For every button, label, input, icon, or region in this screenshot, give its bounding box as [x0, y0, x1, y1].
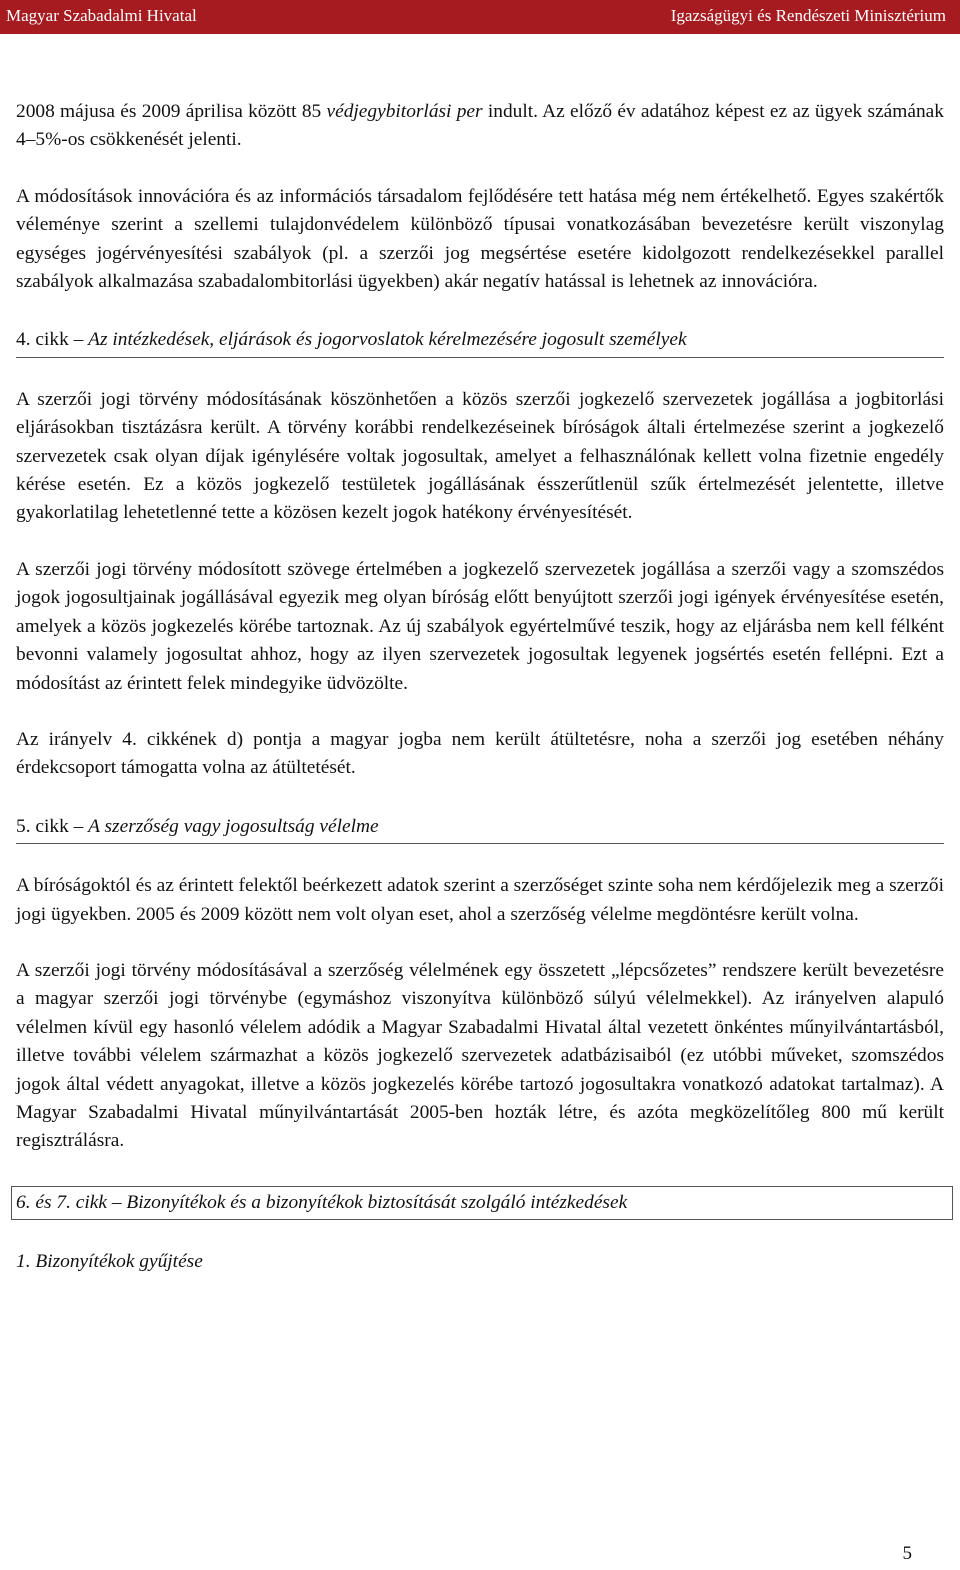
document-body: [16, 98, 944, 1277]
paragraph-4: A szerzői jogi törvény módosított szövege értelmében a jogkezelő szervezetek jogállása a szerzői vagy a szomszédos jogok jogosultjainak jogállásával egyezik meg olyan bíróság előtt benyújtott szerzői jogi igények érvényesítése esetén, amelyek a közös jogkezelés körébe tartoznak. Az új szabályok egyértelművé teszik, hogy az eljárásba nem kell félként bevonni valamely jogosultat ahhoz, hogy az ilyen szervezetek jogosultak legyenek jogsértés esetén fellépni. Ezt a módosítást az érintett felek mindegyike üdvözölte.: [16, 558, 944, 694]
paragraph-7: A szerzői jogi törvény módosításával a szerzőség vélelmének egy összetett „lépcsőzetes” rendszere került bevezetésre a magyar szerzői jogi törvénybe (egymáshoz viszonyítva különböző súlyú vélelmekkel). Az irányelven alapuló vélelmen kívül egy hasonló vélelem adódik a Magyar Szabadalmi Hivatal által vezetett önkéntes műnyilvántartásból, illetve további vélelem származhat a közös jogkezelő szervezetek adatbázisaiból (ez utóbbi műveket, szomszédos jogok által védett anyagokat, illetve a közös jogkezelés körébe tartozó jogosultakra vonatkozó adatokat tartalmaz). A Magyar Szabadalmi Hivatal műnyilvántartását 2005-ben hozták létre, és azóta megközelítőleg 800 mű került regisztrálásra.: [16, 959, 944, 1152]
section-heading-5: 5. cikk – A szerzőség vagy jogosultság vélelme: [16, 813, 944, 844]
running-header: [0, 0, 960, 34]
paragraph-6: A bíróságoktól és az érintett felektől beérkezett adatok szerint a szerzőséget szinte soha nem kérdőjelezik meg a szerzői jogi ügyekben. 2005 és 2009 között nem volt olyan eset, ahol a szerzőség vélelme megdöntésre került volna.: [16, 875, 944, 925]
section-heading-6-7: 6. és 7. cikk – Bizonyítékok és a bizonyítékok biztosítását szolgáló intézkedések: [11, 1186, 953, 1220]
paragraph-3: A szerzői jogi törvény módosításának köszönhetően a közös szerzői jogkezelő szervezetek jogállása a jogbitorlási eljárásokban tisztázásra került. A törvény korábbi rendelkezéseinek bíróságok általi értelmezése szerint a jogkezelő szervezetek csak olyan díjak igénylésére voltak jogosultak, amelyet a felhasználónak kellett volna fizetnie engedély kérése esetén. Ez a közös jogkezelő testületek jogállásának ésszerűtlenül szűk értelmezését jelentette, illetve gyakorlatilag lehetetlenné tette a közösen kezelt jogok hatékony érvényesítését.: [16, 388, 944, 524]
paragraph-1: 2008 májusa és 2009 áprilisa között 85 védjegybitorlási per indult. Az előző év adatához képest ez az ügyek számának 4–5%-os csökkenését jelenti.: [16, 101, 944, 151]
subheading-1: 1. Bizonyítékok gyűjtése: [16, 1251, 203, 1273]
page-number: 5: [902, 1543, 912, 1564]
header-left: Magyar Szabadalmi Hivatal: [6, 6, 197, 25]
header-right: Igazságügyi és Rendészeti Minisztérium: [670, 6, 946, 25]
paragraph-2: A módosítások innovációra és az információs társadalom fejlődésére tett hatása még nem értékelhető. Egyes szakértők véleménye szerint a szellemi tulajdonvédelem különböző típusai vonatkozásában bevezetésre került viszonylag egységes jogérvényesítési szabályok (pl. a szerzői jog megsértése esetére kidolgozott rendelkezésekkel parallel szabályok alkalmazása szabadalombitorlási ügyekben) akár negatív hatással is lehetnek az innovációra.: [16, 185, 944, 293]
section-heading-4: 4. cikk – Az intézkedések, eljárások és jogorvoslatok kérelmezésére jogosult személyek: [16, 326, 944, 357]
paragraph-5: Az irányelv 4. cikkének d) pontja a magyar jogba nem került átültetésre, noha a szerzői jog esetében néhány érdekcsoport támogatta volna az átültetését.: [16, 728, 944, 779]
